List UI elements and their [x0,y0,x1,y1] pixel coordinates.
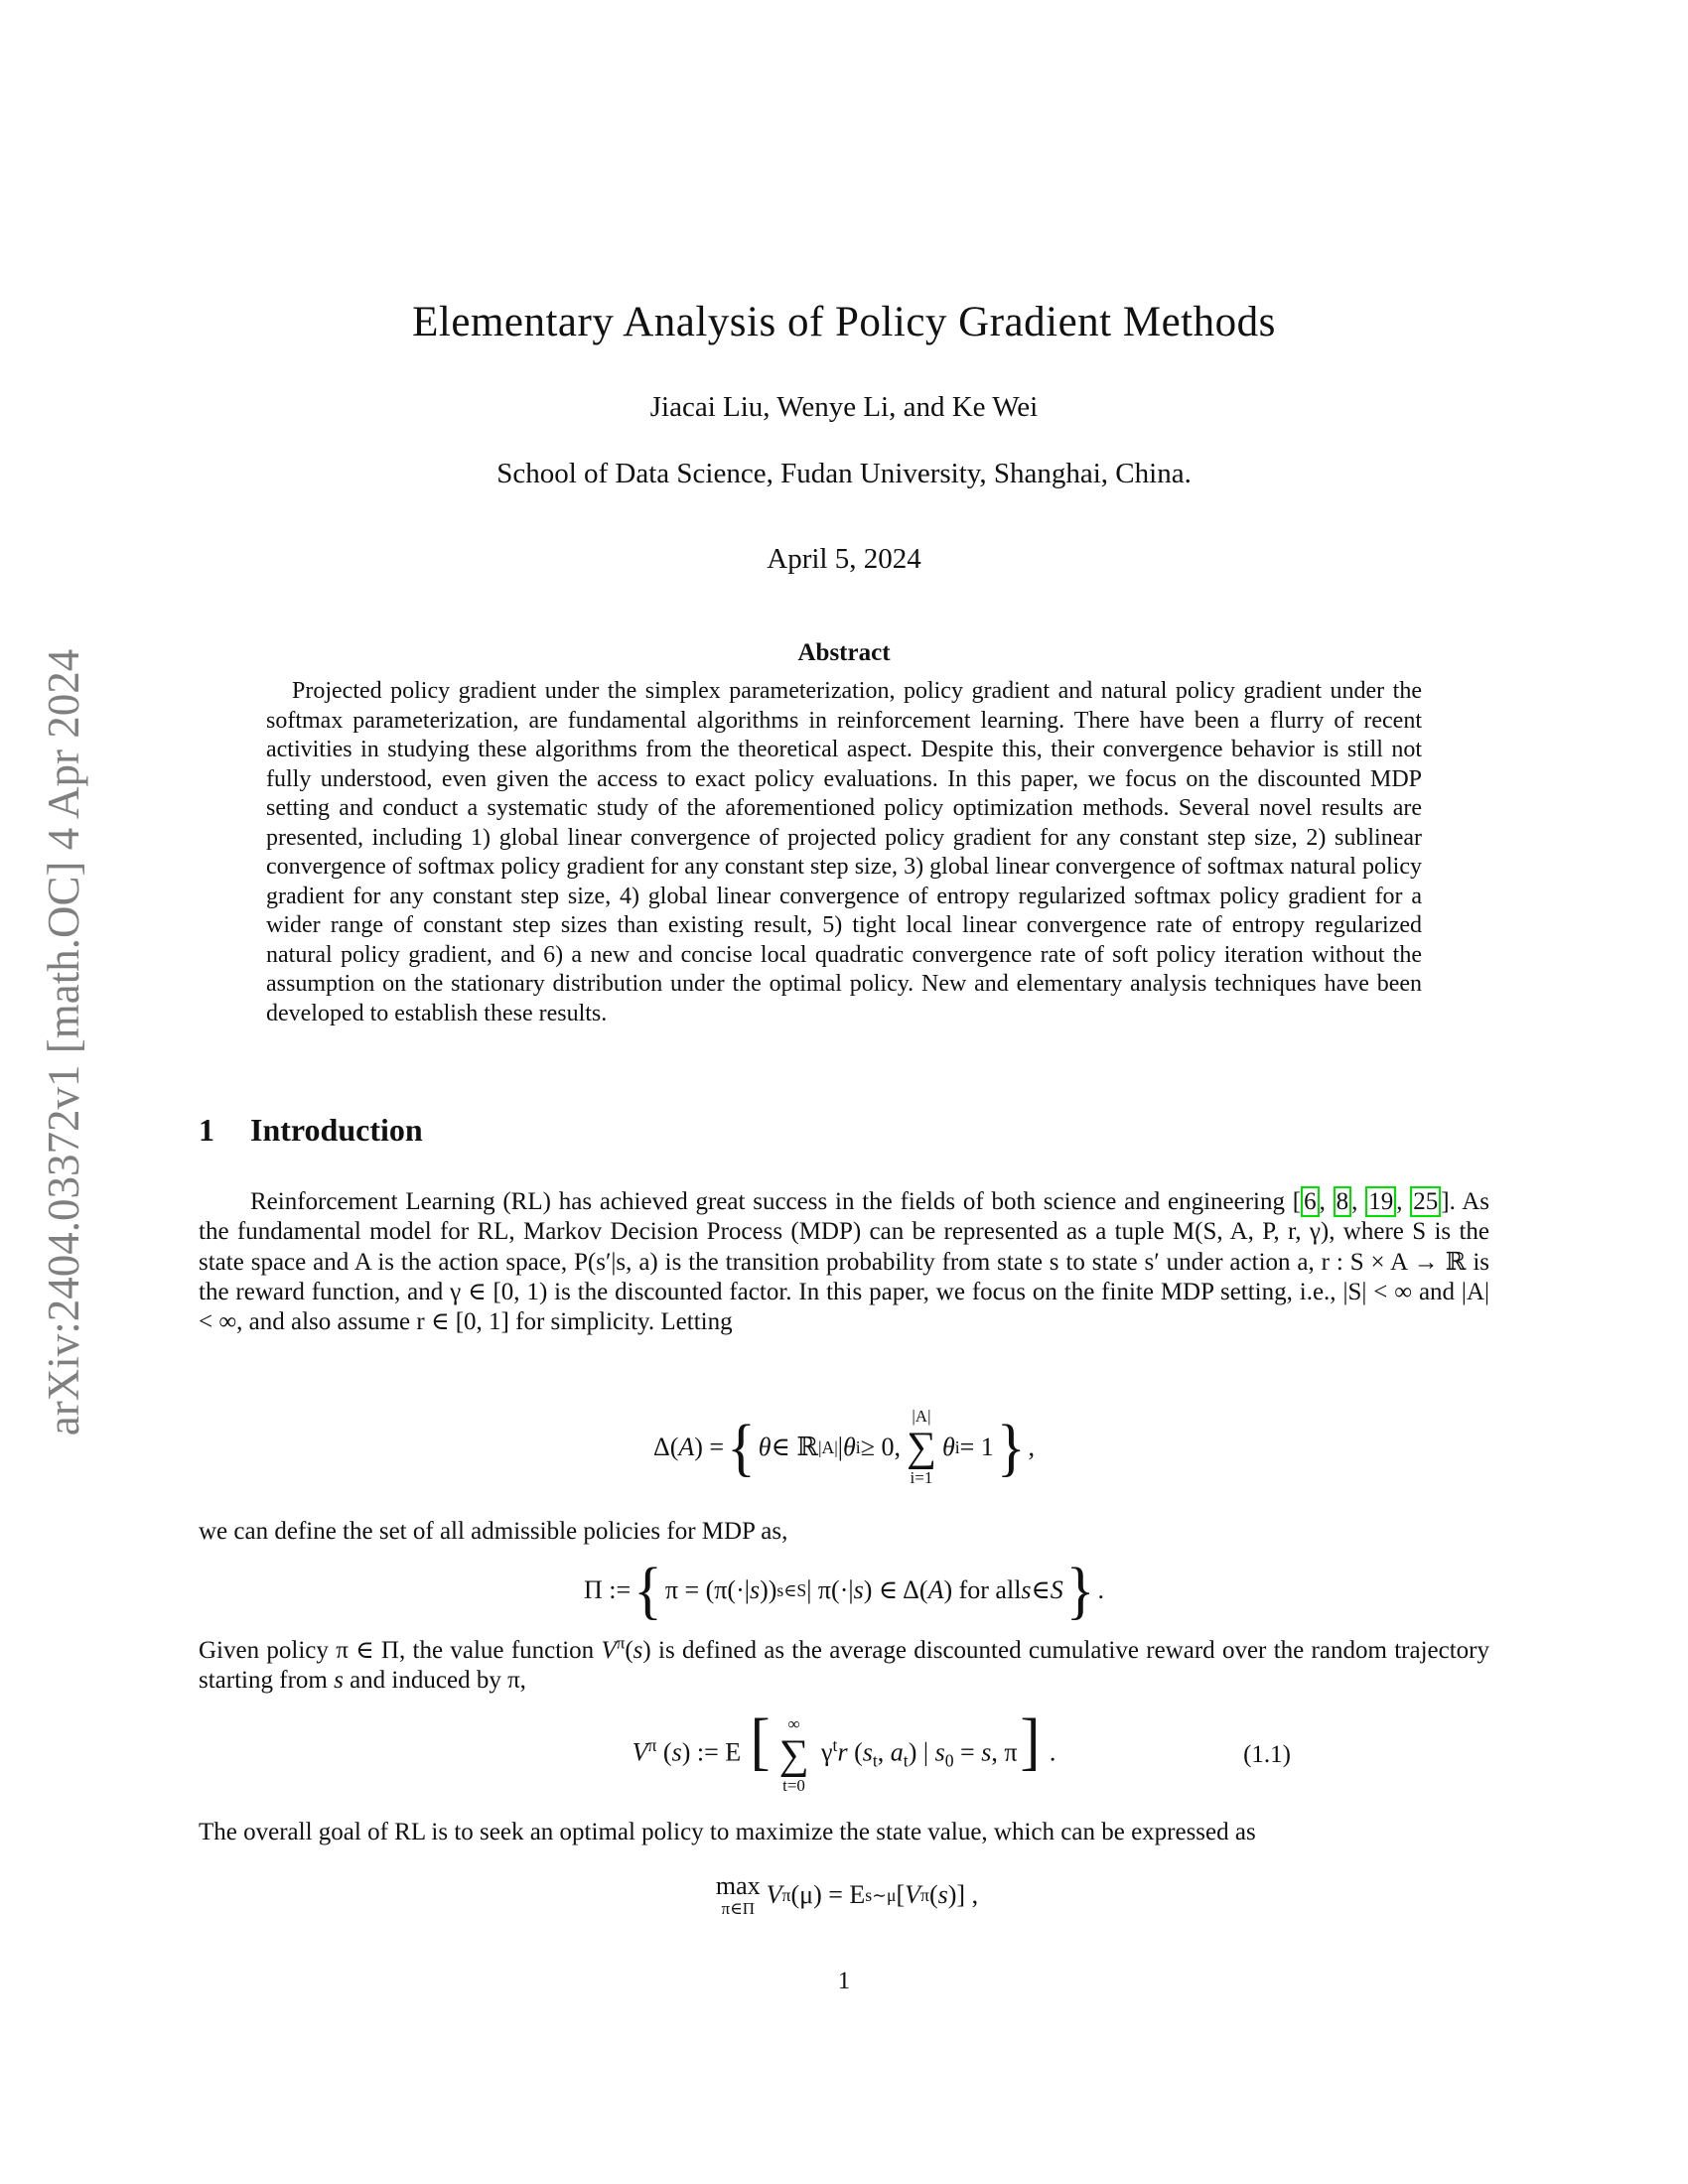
intro-paragraph-2: we can define the set of all admissible policies for MDP as, [199,1518,788,1545]
paper-authors: Jiacai Liu, Wenye Li, and Ke Wei [649,391,1039,423]
equation-policy-set-definition: Π := { π = (π(·| s )) s∈S | π(·| s ) ∈ Δ( A ) for all s ∈ S } . [583,1554,1104,1626]
arxiv-watermark: arXiv:2404.03372v1 [math.OC] 4 Apr 2024 [39,648,89,1436]
equation-value-function-body: $V^\pi$ (s) := E [ ∞ ∑ t=0 $\gamma^tr$ ($s_t$, $a_t$) | $s_0 = s$, π] . [632,1706,1056,1795]
math-stack: max π∈Π [715,1870,761,1918]
intro-paragraph-1: Reinforcement Learning (RL) has achieved great success in the fields of both science and engineering [ 6 , 8 , 19 , 25 ]. As the fundamental model for RL, Markov Decision Process (MDP) can be represented as a tuple M(S, A, P, r, γ), where S is the state space and A is the action space, P(s′|s, a) is the transition probability from state s to state s′ under action a, r : S × A → ℝ is the reward function, and γ ∈ [0, 1) is the discounted factor. In this paper, we focus on the finite MDP setting, i.e., |S| < ∞ and |A| < ∞, and also assume r ∈ [0, 1] for simplicity. Letting [199,1188,1490,1336]
paper-date: April 5, 2024 [767,543,921,575]
arxiv-watermark-box [18,516,109,1569]
citation-link[interactable]: 8 [1334,1186,1352,1217]
citation-link[interactable]: 19 [1365,1186,1396,1217]
math-stack: ∞ ∑ t=0 [778,1714,809,1795]
equation-number-1-1: (1.1) [1243,1741,1291,1768]
equation-value-function [199,1702,1489,1809]
citation-link[interactable]: 25 [1410,1186,1441,1217]
math-stack: |A| ∑ i=1 [906,1407,936,1487]
section-number: 1 [199,1112,214,1148]
intro-paragraph-3: Given policy π ∈ Π, the value function $V^\pi(s)$ is defined as the average discounted cumulative reward over the random trajectory starting from s and induced by π, [199,1633,1489,1695]
page-number: 1 [837,1968,851,1994]
paper-title: Elementary Analysis of Policy Gradient Methods [412,299,1276,345]
intro-paragraph-4: The overall goal of RL is to seek an optimal policy to maximize the state value, which can be expressed as [199,1819,1256,1845]
equation-simplex-definition: Δ( A ) = { θ ∈ ℝ |A| | θ i ≥ 0, |A| ∑ i=1 θ i = 1 } , [652,1407,1036,1487]
paper-affiliation: School of Data Science, Fudan University, Shanghai, China. [496,458,1192,489]
equation-rl-goal: max π∈Π V π (μ) = E s∼μ [ V π ( s )] , [715,1870,979,1918]
section-heading-introduction [199,1112,423,1149]
section-title: Introduction [250,1112,423,1148]
citation-link[interactable]: 6 [1301,1186,1320,1217]
abstract-heading: Abstract [797,639,891,666]
abstract-text: Projected policy gradient under the simplex parameterization, policy gradient and natural policy gradient under the softmax parameterization, are fundamental algorithms in reinforcement learning. There have been a flurry of recent activities in studying these algorithms from the theoretical aspect. Despite this, their convergence behavior is still not fully understood, even given the access to exact policy evaluations. In this paper, we focus on the discounted MDP setting and conduct a systematic study of the aforementioned policy optimization methods. Several novel results are presented, including 1) global linear convergence of projected policy gradient for any constant step size, 2) sublinear convergence of softmax policy gradient for any constant step size, 3) global linear convergence of softmax natural policy gradient for any constant step size, 4) global linear convergence of entropy regularized softmax policy gradient for a wider range of constant step sizes than existing result, 5) tight local linear convergence rate of entropy regularized natural policy gradient, and 6) a new and concise local quadratic convergence rate of soft policy iteration without the assumption on the stationary distribution under the optimal policy. New and elementary analysis techniques have been developed to establish these results. [266,678,1422,1026]
